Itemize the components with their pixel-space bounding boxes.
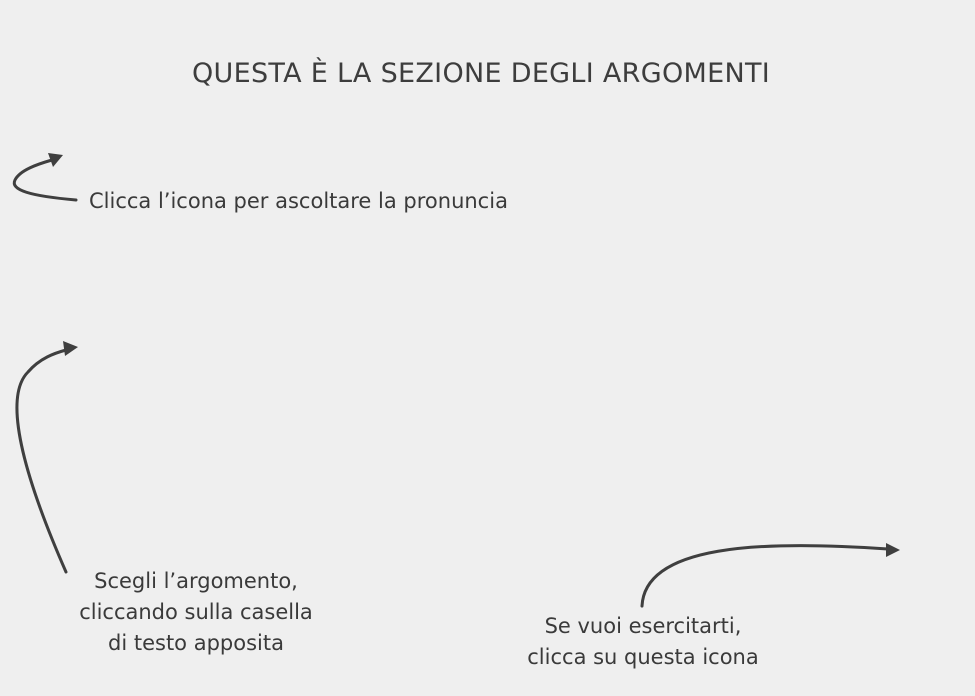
practice-hint-line: Se vuoi esercitarti,	[544, 614, 742, 638]
practice-hint	[488, 611, 798, 673]
practice-hint-line: clicca su questa icona	[527, 645, 759, 669]
topic-hint-line: Scegli l’argomento,	[94, 569, 298, 593]
topic-hint-line: di testo apposita	[108, 631, 284, 655]
page-title: QUESTA È LA SEZIONE DEGLI ARGOMENTI	[191, 58, 771, 89]
pronunciation-hint: Clicca l’icona per ascoltare la pronuncia	[89, 189, 508, 213]
topic-hint-line: cliccando sulla casella	[79, 600, 313, 624]
